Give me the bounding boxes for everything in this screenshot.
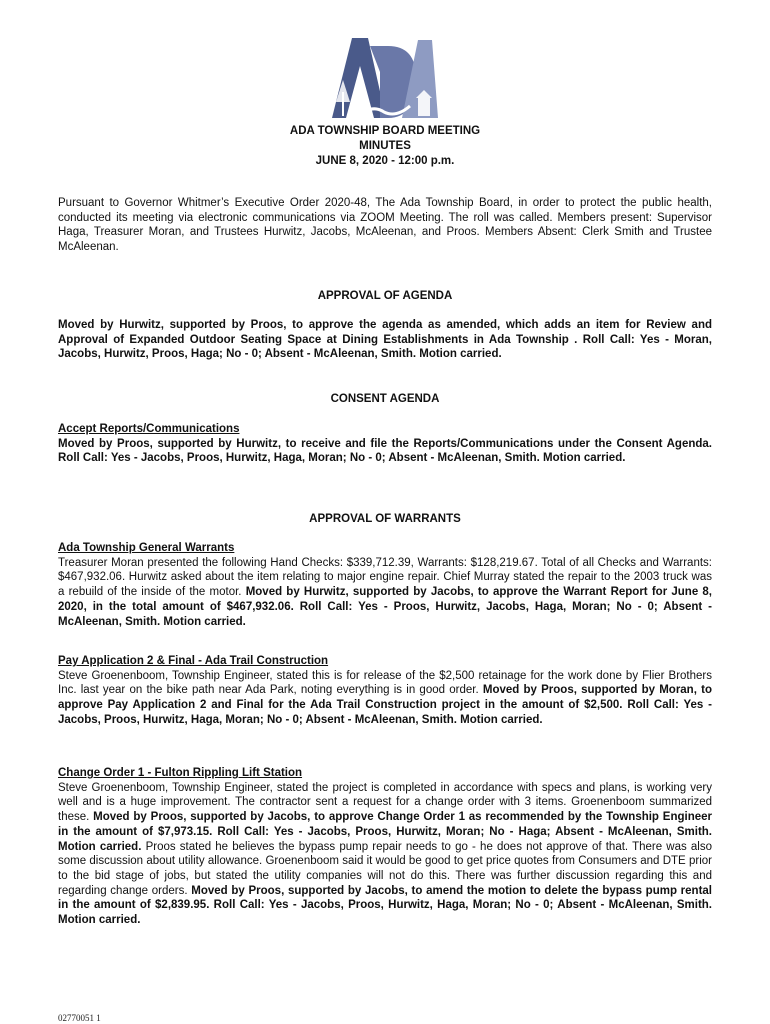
change-order-motion-2: Moved by Proos, supported by Jacobs, to amend the motion to delete the bypass pump rental in the amount of $2,839.95. Roll Call: Yes - Jacobs, Proos, Hurwitz, Haga, Moran; No - 0; Absent - McAleenan, Smith. Motion carried. xyxy=(58,884,712,927)
pay-application-text: Steve Groenenboom, Township Engineer, stated this is for release of the $2,500 retainage for the work done by Flier Brothers Inc. last year on the bike path near Ada Park, noting everything is in good order. xyxy=(58,669,712,697)
intro-paragraph: Pursuant to Governor Whitmer’s Executive Order 2020-48, The Ada Township Board, in order to protect the public health, conducted its meeting via electronic communications via ZOOM Meeting. The roll was called. Members present: Supervisor Haga, Treasurer Moran, and Trustees Hurwitz, Jacobs, McAleenan, and Proos. Members Absent: Clerk Smith and Trustee McAleenan. xyxy=(58,197,712,254)
document-header xyxy=(0,124,770,169)
meeting-title: ADA TOWNSHIP BOARD MEETING xyxy=(289,125,481,137)
meeting-date: JUNE 8, 2020 - 12:00 p.m. xyxy=(315,155,455,167)
page-footer-id: 02770051 1 xyxy=(58,1013,101,1023)
consent-heading: CONSENT AGENDA xyxy=(330,393,440,405)
consent-motion: Moved by Proos, supported by Hurwitz, to receive and file the Reports/Communications under the Consent Agenda. Roll Call: Yes - Jacobs, Proos, Hurwitz, Haga, Moran; No - 0; Absent - McAleenan, Smith. Motion carried. xyxy=(58,437,712,465)
change-order-motion-1: Moved by Proos, supported by Jacobs, to approve Change Order 1 as recommended by the Township Engineer in the amount of $7,973.15. Roll Call: Yes - Jacobs, Proos, Hurwitz, Moran; No - Haga; Absent - McAleenan, Smith. Motion carried. xyxy=(58,811,712,853)
general-warrants-section xyxy=(58,541,712,629)
change-order-subheading: Change Order 1 - Fulton Rippling Lift Station xyxy=(58,767,303,779)
warrants-heading: APPROVAL OF WARRANTS xyxy=(309,513,461,525)
agenda-motion: Moved by Hurwitz, supported by Proos, to approve the agenda as amended, which adds an item for Review and Approval of Expanded Outdoor Seating Space at Dining Establishments in Ada Township . Roll Call: Yes - Moran, Jacobs, Hurwitz, Proos, Haga; No - 0; Absent - McAleenan, Smith. Motion carried. xyxy=(58,319,712,361)
consent-subheading: Accept Reports/Communications xyxy=(58,423,240,435)
agenda-heading: APPROVAL OF AGENDA xyxy=(317,290,453,302)
change-order-section xyxy=(58,766,712,928)
pay-application-subheading: Pay Application 2 & Final - Ada Trail Construction xyxy=(58,655,329,667)
ada-township-logo xyxy=(330,32,440,122)
change-order-text-1: Steve Groenenboom, Township Engineer, stated the project is completed in accordance with specs and plans, is working very well and is a huge improvement. The contractor sent a request for a change order with 3 items. Groenenboom summarized these. xyxy=(58,781,712,824)
minutes-label: MINUTES xyxy=(359,140,411,152)
pay-application-section xyxy=(58,654,712,728)
general-warrants-subheading: Ada Township General Warrants xyxy=(58,542,235,554)
pay-application-motion: Moved by Proos, supported by Moran, to approve Pay Application 2 and Final for the Ada Trail Construction project in the amount of $2,500. Roll Call: Yes - Jacobs, Proos, Hurwitz, Haga, Moran; No - 0; Absent - McAleenan, Smith. Motion carried. xyxy=(58,684,712,726)
consent-section xyxy=(58,422,712,466)
general-warrants-text: Treasurer Moran presented the following Hand Checks: $339,712.39, Warrants: $128,219.67. Total of all Checks and Warrants: $467,932.06. Hurwitz asked about the item relating to major engine repair. Chief Murray stated the repair to the 2003 truck was a rebuild of the inside of the motor. xyxy=(58,556,712,599)
general-warrants-motion: Moved by Hurwitz, supported by Jacobs, to approve the Warrant Report for June 8, 2020, in the total amount of $467,932.06. Roll Call: Yes - Proos, Hurwitz, Jacobs, Haga, Moran; No - 0; Absent - McAleenan, Smith. Motion carried. xyxy=(58,586,713,628)
change-order-text-2: Proos stated he believes the bypass pump repair needs to go - he does not approve of that. There was also some discussion about utility allowance. Groenenboom said it would be good to get price quotes from Consumers and DTE prior to the bid stage of jobs, but stated the utility companies will not do this. There was further discussion regarding this and regarding change orders. xyxy=(58,840,712,897)
